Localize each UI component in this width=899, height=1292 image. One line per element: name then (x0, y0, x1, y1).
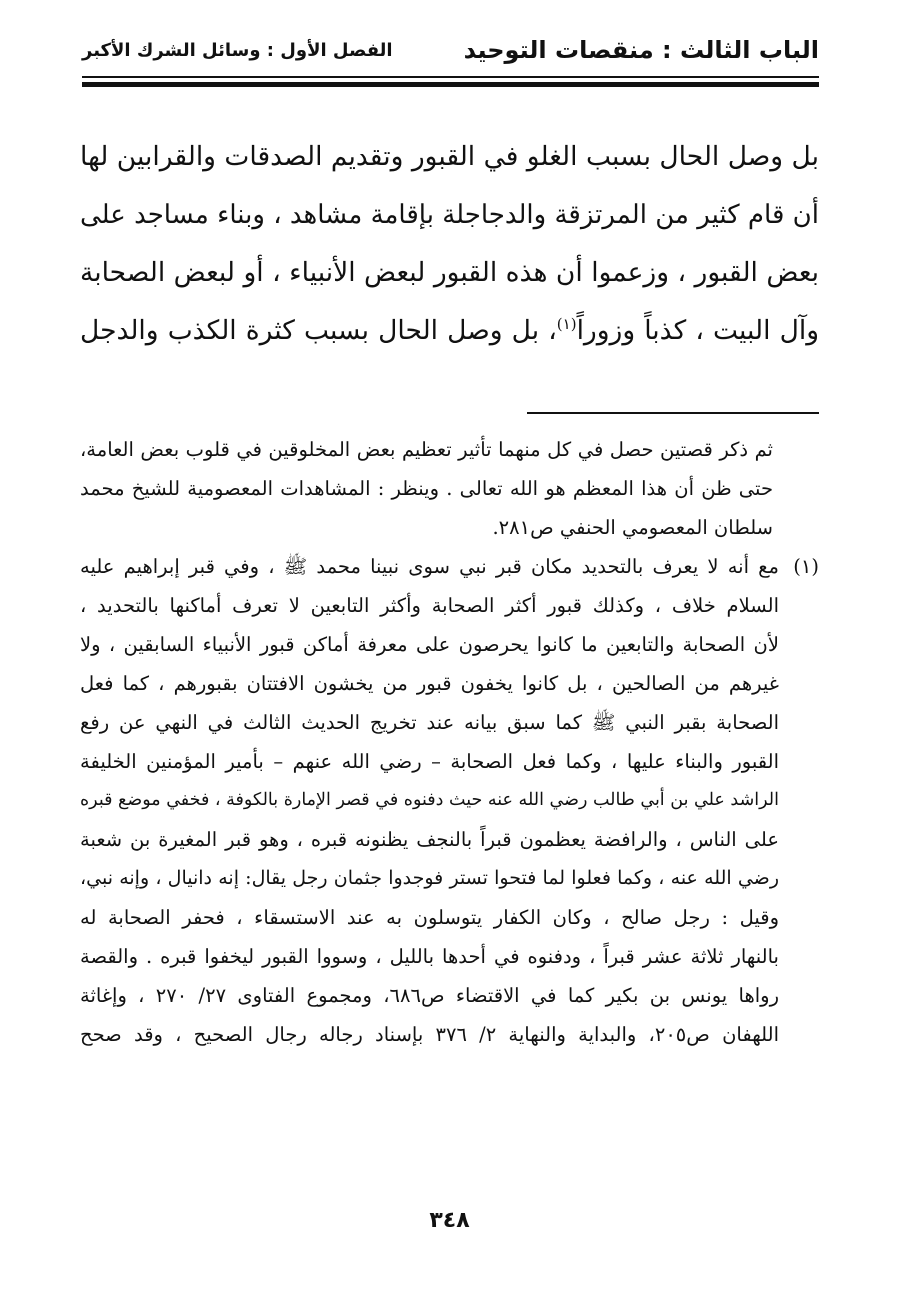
footnote-line: القبور والبناء عليها ، وكما فعل الصحابة – رضي الله عنهم – بأمير المؤمنين الخليفة (80, 750, 779, 773)
main-text (80, 128, 819, 360)
footnote-line: مع أنه لا يعرف بالتحديد مكان قبر نبي سوى نبينا محمد ﷺ ، وفي قبر إبراهيم عليه (80, 555, 779, 578)
footnote-1 (80, 547, 819, 1054)
footnotes (80, 430, 819, 1054)
header-rule-thick (82, 82, 819, 87)
footnote-line: السلام خلاف ، وكذلك قبور أكثر الصحابة وأكثر التابعين لا تعرف أماكنها بالتحديد ، (80, 594, 779, 617)
footnote-line: رضي الله عنه ، وكما فعلوا لما فتحوا تستر فوجدوا جثمان رجل يقال: إنه دانيال ، وإنه نبي، (80, 867, 779, 889)
footnote-line: اللهفان ص٢٠٥، والبداية والنهاية ٢/ ٣٧٦ بإسناد رجاله رجال الصحيح ، وقد صحح (80, 1023, 779, 1046)
footnote-line: الصحابة بقبر النبي ﷺ كما سبق بيانه عند تخريج الحديث الثالث في النهي عن رفع (80, 711, 779, 734)
part-title: الباب الثالث : منقصات التوحيد (463, 36, 819, 64)
footnote-line: غيرهم من الصالحين ، بل كانوا يخفون قبور من يخشون الافتتان بقبورهم ، كما فعل (80, 672, 779, 695)
footnote-separator (527, 412, 819, 414)
main-text-line: بعض القبور ، وزعموا أن هذه القبور لبعض الأنبياء ، أو لبعض الصحابة (80, 257, 819, 288)
main-text-segment: وآل البيت ، كذباً وزوراً (576, 315, 819, 346)
footnote-line: وقيل : رجل صالح ، وكان الكفار يتوسلون به عند الاستسقاء ، فحفر الصحابة له (80, 906, 779, 929)
footnote-line: الراشد علي بن أبي طالب رضي الله عنه حيث دفنوه في قصر الإمارة بالكوفة ، فخفي موضع قبره (80, 790, 779, 810)
footnote-continuation (80, 430, 819, 547)
footnote-line: لأن الصحابة والتابعين ما كانوا يحرصون على معرفة أماكن قبور الأنبياء السابقين ، ولا (80, 633, 779, 656)
chapter-title: الفصل الأول : وسائل الشرك الأكبر (82, 39, 393, 61)
footnote-reference: (١) (556, 315, 577, 334)
running-header (82, 30, 819, 70)
footnote-line: ثم ذكر قصتين حصل في كل منهما تأثير تعظيم بعض المخلوقين في قلوب بعض العامة، (80, 438, 773, 461)
footnote-line: على الناس ، والرافضة يعظمون قبراً بالنجف يظنونه قبره ، وهو قبر المغيرة بن شعبة (80, 828, 779, 851)
main-text-line (80, 302, 819, 360)
main-text-line: بل وصل الحال بسبب الغلو في القبور وتقديم الصدقات والقرابين لها (80, 141, 819, 172)
main-text-line: أن قام كثير من المرتزقة والدجاجلة بإقامة مشاهد ، وبناء مساجد على (80, 200, 819, 230)
footnote-line: حتى ظن أن هذا المعظم هو الله تعالى . وينظر : المشاهدات المعصومية للشيخ محمد (80, 477, 773, 500)
footnote-line: بالنهار ثلاثة عشر قبراً ، ودفنوه في أحدها بالليل ، وسووا القبور ليخفوا قبره . والقصة (80, 945, 779, 968)
page-number: ٣٤٨ (429, 1208, 470, 1233)
footnote-line: رواها يونس بن بكير كما في الاقتضاء ص٦٨٦، ومجموع الفتاوى ٢٧/ ٢٧٠ ، وإغاثة (80, 984, 779, 1007)
footnote-marker: (١) (793, 555, 819, 578)
footnote-line: سلطان المعصومي الحنفي ص٢٨١. (492, 516, 773, 539)
main-text-segment: ، بل وصل الحال بسبب كثرة الكذب والدجل (80, 315, 557, 346)
header-rule-thin (82, 76, 819, 78)
